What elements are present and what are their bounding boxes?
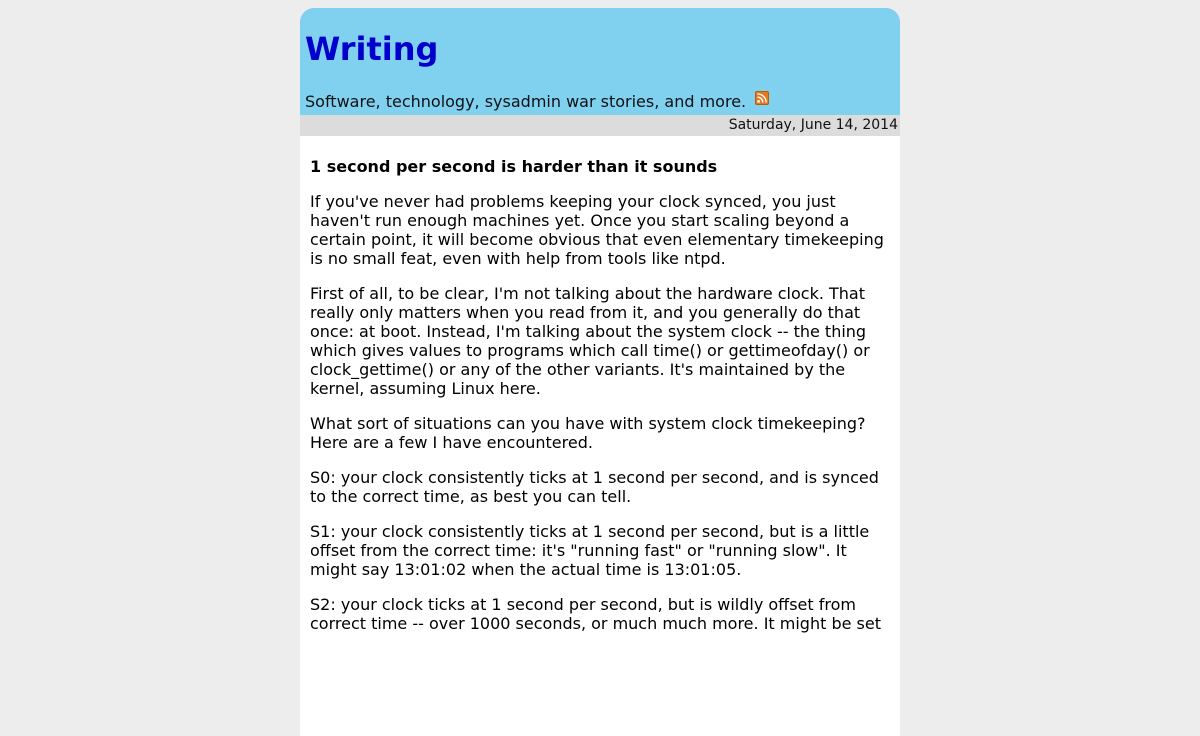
post-paragraph: S1: your clock consistently ticks at 1 second per second, but is a little offset from the correct time: it's "running fast" or "running slow". It might say 13:01:02 when the actual time is 13:01:05. bbox=[310, 522, 870, 579]
post-date-bar bbox=[300, 115, 900, 136]
post-paragraph: S0: your clock consistently ticks at 1 second per second, and is synced to the correct time, as best you can tell. bbox=[310, 468, 879, 506]
site-title[interactable]: Writing bbox=[305, 30, 439, 68]
post-paragraph: If you've never had problems keeping your clock synced, you just haven't run enough machines yet. Once you start scaling beyond a certain point, it will become obvious that even elementary timekeeping is no small feat, even with help from tools like ntpd. bbox=[310, 192, 884, 268]
post-title[interactable]: 1 second per second is harder than it sounds bbox=[310, 157, 718, 176]
site-header bbox=[300, 8, 900, 115]
post-paragraph: What sort of situations can you have with system clock timekeeping? Here are a few I have encountered. bbox=[310, 414, 866, 452]
rss-feed-icon[interactable] bbox=[755, 91, 769, 105]
post-paragraph: S2: your clock ticks at 1 second per second, but is wildly offset from correct time -- over 1000 seconds, or much much more. It might be set bbox=[310, 595, 881, 633]
site-tagline bbox=[305, 91, 769, 112]
tagline-text: Software, technology, sysadmin war stories, and more. bbox=[305, 92, 747, 111]
post-content bbox=[300, 136, 900, 736]
post-date: Saturday, June 14, 2014 bbox=[728, 117, 898, 133]
page-container bbox=[300, 8, 900, 736]
post-paragraph: First of all, to be clear, I'm not talking about the hardware clock. That really only matters when you read from it, and you generally do that once: at boot. Instead, I'm talking about the system clock -- the thing which gives values to programs which call time() or gettimeofday() or clock_gettime() or any of the other variants. It's maintained by the kernel, assuming Linux here. bbox=[310, 284, 870, 398]
